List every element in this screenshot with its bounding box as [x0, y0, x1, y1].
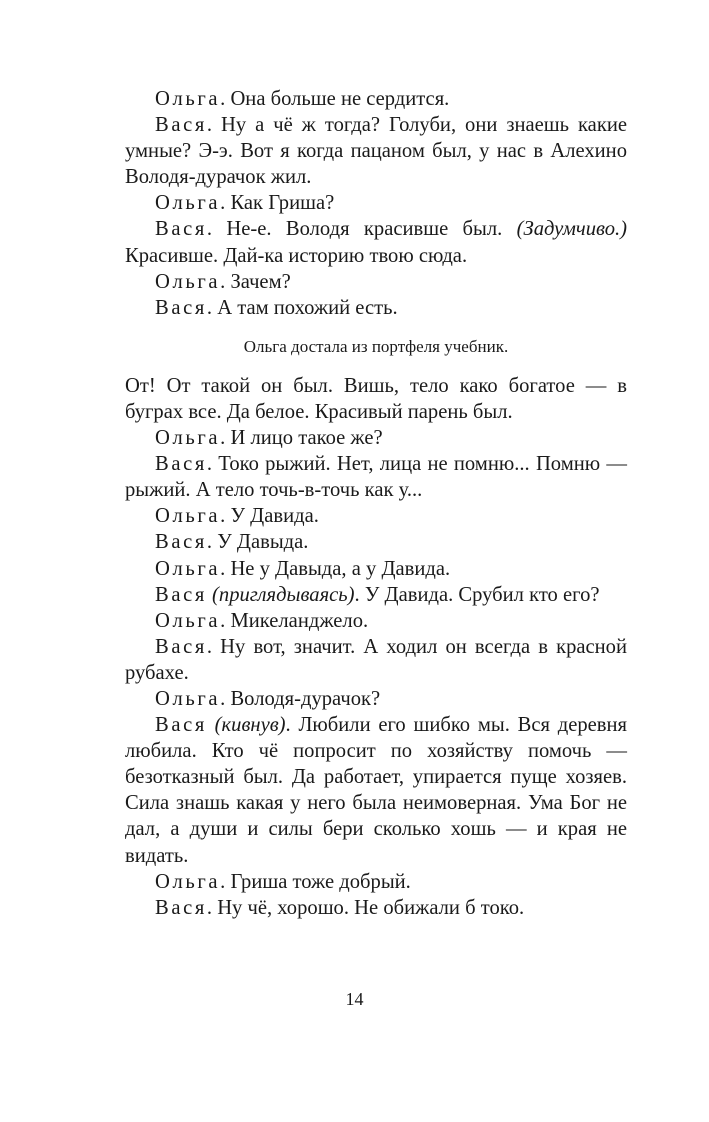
text-segment: . Токо рыжий. Нет, лица не помню... Помню — рыжий. А тело точь-в-точь как у... [125, 453, 627, 502]
text-segment: . Гриша тоже добрый. [220, 870, 411, 893]
page-number: 14 [345, 989, 364, 1009]
dialogue-paragraph [125, 895, 627, 921]
text-segment: . Ну а чё ж тогда? Голуби, они знаешь какие умные? Э-э. Вот я когда пацаном был, у нас в Алехино Володя-дурачок жил. [125, 114, 627, 189]
speaker-name: Ольга [155, 557, 221, 580]
text-segment [207, 714, 215, 736]
text-segment: . Ну вот, значит. А ходил он всегда в красной рубахе. [125, 635, 627, 684]
speaker-name: Вася [155, 114, 207, 137]
dialogue-paragraph [125, 86, 627, 112]
text-segment: . У Давида. [220, 505, 319, 528]
dialogue-paragraph [125, 373, 627, 425]
text-segment: . У Давида. Срубил кто его? [354, 583, 600, 606]
text-segment: . Микеланджело. [220, 609, 369, 632]
speaker-name: Ольга [155, 870, 221, 893]
dialogue-paragraph [125, 503, 627, 529]
text-segment: . Зачем? [220, 270, 291, 293]
dialogue-paragraph [125, 529, 627, 555]
dialogue-paragraph [125, 295, 627, 321]
dialogue-paragraph [125, 216, 627, 268]
dialogue-paragraph [125, 425, 627, 451]
speaker-name: Вася [155, 583, 207, 606]
text-segment: . А там похожий есть. [206, 296, 398, 319]
dialogue-paragraph [125, 582, 627, 608]
dialogue-paragraph [125, 869, 627, 895]
dialogue-paragraph [125, 112, 627, 190]
speaker-name: Ольга [155, 88, 221, 110]
speaker-name: Вася [155, 635, 207, 658]
dialogue-paragraph [125, 686, 627, 712]
speaker-name: Ольга [155, 192, 221, 215]
text-segment: . Володя-дурачок? [220, 687, 381, 710]
text-segment: . Не-е. Володя красивше был. [206, 218, 517, 241]
dialogue-paragraph [125, 556, 627, 582]
dialogue-paragraph [125, 712, 627, 869]
speaker-name: Вася [155, 896, 207, 919]
dialogue-paragraph [125, 634, 627, 686]
speaker-name: Вася [155, 453, 207, 476]
stage-remark: (приглядываясь) [212, 583, 355, 606]
speaker-name: Вася [155, 218, 207, 241]
text-segment: . Ну чё, хорошо. Не обижали б токо. [206, 896, 525, 919]
speaker-name: Ольга [155, 427, 221, 450]
speaker-name: Ольга [155, 609, 221, 632]
dialogue-paragraph [125, 269, 627, 295]
text-segment: . И лицо такое же? [220, 427, 383, 450]
speaker-name: Вася [155, 296, 207, 319]
text-segment: . Как Гриша? [220, 192, 335, 215]
play-text [125, 86, 627, 921]
speaker-name: Ольга [155, 270, 221, 293]
text-segment: Ольга достала из портфеля учебник. [243, 336, 509, 356]
text-segment: . Она больше не сердится. [220, 88, 450, 110]
speaker-name: Вася [155, 714, 207, 737]
speaker-name: Ольга [155, 505, 221, 528]
text-segment: . Любили его шибко мы. Вся деревня любила. Кто чё попросит по хозяйству помочь — безотказный был. Да работает, упирается пуще хозяев. Сила знашь какая у него была неимоверная. Ума Бог не дал, а души и силы бери сколько хошь — и края не видать. [125, 714, 627, 867]
stage-direction [125, 335, 627, 359]
speaker-name: Вася [155, 531, 207, 554]
text-segment: От! От такой он был. Вишь, тело како богатое — в буграх все. Да белое. Красивый парень был. [125, 374, 627, 423]
stage-remark: (Задумчиво.) [516, 218, 627, 241]
text-segment: . У Давыда. [206, 531, 309, 554]
text-segment: . Не у Давыда, а у Давида. [220, 557, 451, 580]
dialogue-paragraph [125, 190, 627, 216]
dialogue-paragraph [125, 451, 627, 503]
stage-remark: (кивнув) [214, 714, 286, 737]
speaker-name: Ольга [155, 687, 221, 710]
dialogue-paragraph [125, 608, 627, 634]
text-segment: Красивше. Дай-ка историю твою сюда. [125, 244, 468, 267]
